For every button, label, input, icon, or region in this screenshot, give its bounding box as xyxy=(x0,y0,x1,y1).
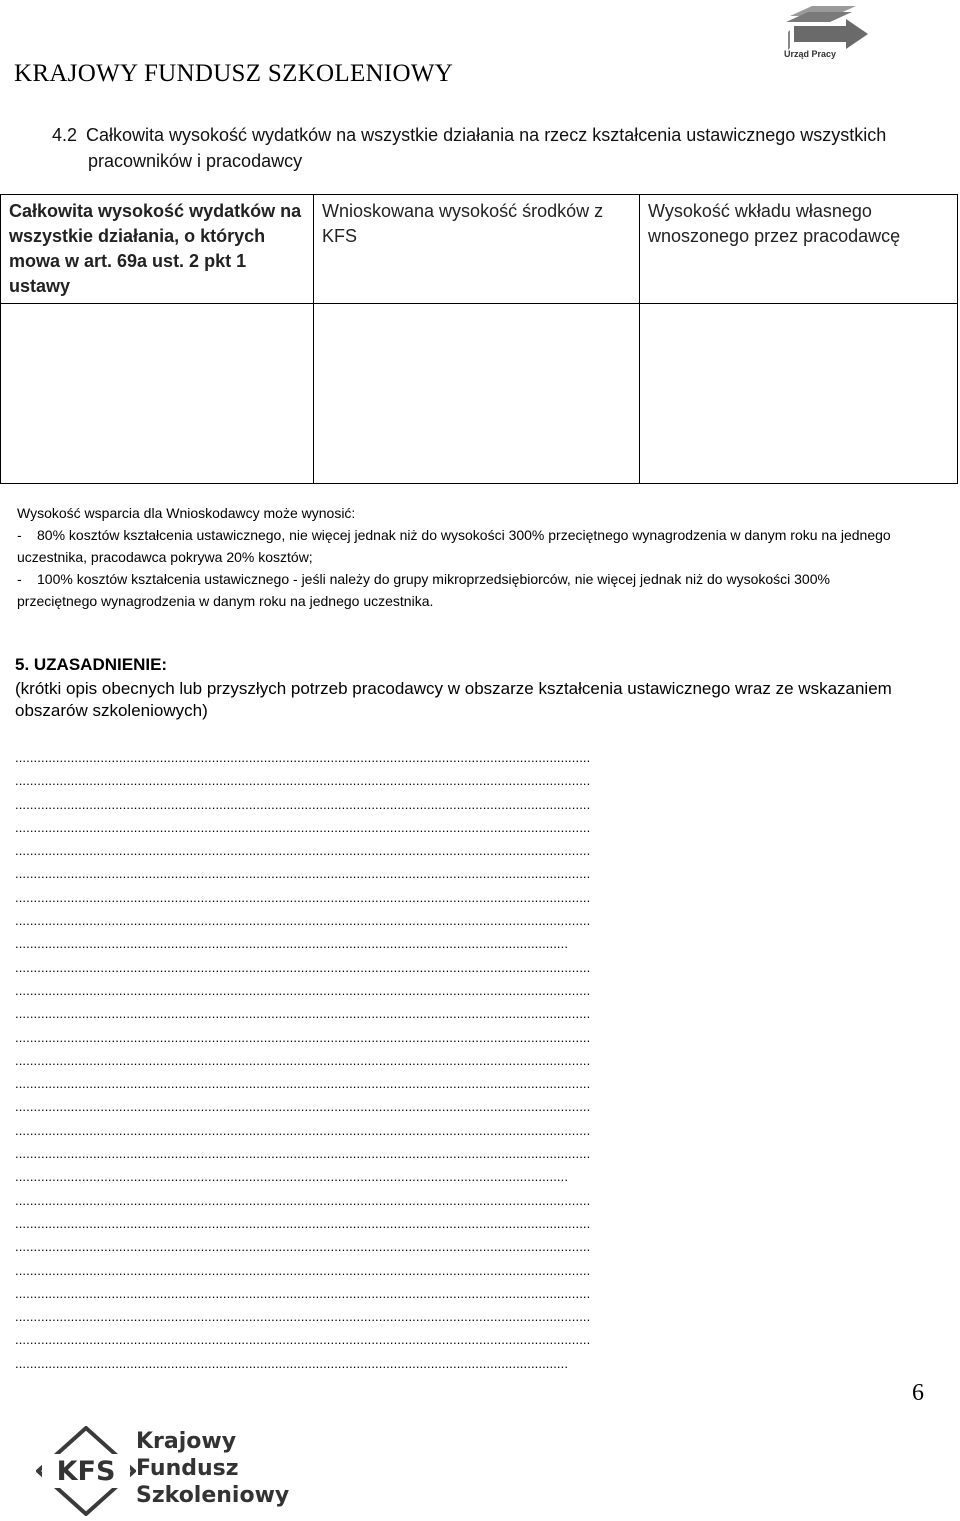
dotted-line[interactable]: ........................................................................................................................................................... xyxy=(15,959,591,975)
dotted-line[interactable]: ........................................................................................................................................................... xyxy=(15,1192,591,1208)
dotted-line[interactable]: ........................................................................................................................................................... xyxy=(15,1262,591,1278)
section-number: 4.2 xyxy=(52,125,78,145)
dotted-line[interactable]: ........................................................................................................................................................... xyxy=(15,1309,591,1325)
bullet-dash: - xyxy=(17,571,22,587)
dotted-line[interactable]: ........................................................................................................................................................... xyxy=(15,1099,591,1115)
dotted-line[interactable]: ........................................................................................................................................................... xyxy=(15,1076,591,1092)
section-4-2-heading xyxy=(52,122,932,174)
kfs-logo xyxy=(36,1426,316,1516)
support-item xyxy=(17,524,897,568)
dotted-line[interactable]: ........................................................................................................................................................... xyxy=(15,866,591,882)
page-number: 6 xyxy=(912,1380,924,1406)
requested-amount-cell[interactable] xyxy=(314,304,640,484)
support-info xyxy=(17,502,897,612)
kfs-logo-abbr: KFS xyxy=(56,1456,116,1487)
column-header-requested: Wnioskowana wysokość środków z KFS xyxy=(314,195,640,304)
dotted-line[interactable]: ........................................................................................................................................................... xyxy=(15,1239,591,1255)
dotted-line[interactable]: ........................................................................................................................................................... xyxy=(15,819,591,835)
dotted-line[interactable]: ........................................................................................................................................................... xyxy=(15,1052,591,1068)
section-text-line1: Całkowita wysokość wydatków na wszystkie działania na rzecz kształcenia ustawicznego wszystkich xyxy=(86,125,887,145)
bullet-dash: - xyxy=(17,527,22,543)
costs-table xyxy=(0,194,958,484)
dotted-line[interactable]: ........................................................................................................................................................... xyxy=(15,889,591,905)
support-item xyxy=(17,568,897,612)
support-intro: Wysokość wsparcia dla Wnioskodawcy może wynosić: xyxy=(17,505,356,521)
justification-lines[interactable] xyxy=(15,746,940,1375)
support-item-text: 80% kosztów kształcenia ustawicznego, nie więcej jednak niż do wysokości 300% przeciętnego wynagrodzenia w danym roku na jednego uczestnika, pracodawca pokrywa 20% kosztów; xyxy=(17,527,891,565)
section-5-description: (krótki opis obecnych lub przyszłych potrzeb pracodawcy w obszarze kształcenia ustawicznego wraz ze wskazaniem obszarów szkoleniowych) xyxy=(15,679,892,720)
dotted-line[interactable]: ........................................................................................................................................................... xyxy=(15,1332,591,1348)
support-item-text: 100% kosztów kształcenia ustawicznego - jeśli należy do grupy mikroprzedsiębiorców, nie więcej jednak niż do wysokości 300% przeciętnego wynagrodzenia w danym roku na jednego uczestnika. xyxy=(17,571,830,609)
total-amount-cell[interactable] xyxy=(1,304,314,484)
dotted-line[interactable]: ........................................................................................................................................................... xyxy=(15,1215,591,1231)
kfs-logo-line2: Fundusz xyxy=(136,1456,239,1481)
dotted-line[interactable]: ........................................................................................................................................................... xyxy=(15,1285,591,1301)
kfs-logo-line3: Szkoleniowy xyxy=(136,1483,290,1508)
dotted-line[interactable]: ..................................................................................................................................................... xyxy=(15,936,569,952)
kfs-logo-line1: Krajowy xyxy=(136,1429,237,1454)
dotted-line[interactable]: ..................................................................................................................................................... xyxy=(15,1169,569,1185)
dotted-line[interactable]: ........................................................................................................................................................... xyxy=(15,773,591,789)
dotted-line[interactable]: ........................................................................................................................................................... xyxy=(15,982,591,998)
own-contribution-cell[interactable] xyxy=(640,304,958,484)
dotted-line[interactable]: ........................................................................................................................................................... xyxy=(15,1029,591,1045)
dotted-line[interactable]: ........................................................................................................................................................... xyxy=(15,1006,591,1022)
kfs-logo-mark xyxy=(36,1426,136,1516)
dotted-line[interactable]: ..................................................................................................................................................... xyxy=(15,1355,569,1371)
dotted-line[interactable]: ........................................................................................................................................................... xyxy=(15,1122,591,1138)
dotted-line[interactable]: ........................................................................................................................................................... xyxy=(15,1146,591,1162)
dotted-line[interactable]: ........................................................................................................................................................... xyxy=(15,843,591,859)
document-title: KRAJOWY FUNDUSZ SZKOLENIOWY xyxy=(14,60,454,87)
dotted-line[interactable]: ........................................................................................................................................................... xyxy=(15,750,591,765)
urzad-pracy-logo-text: Urząd Pracy xyxy=(784,49,837,59)
dotted-line[interactable]: ........................................................................................................................................................... xyxy=(15,796,591,812)
section-5-title: 5. UZASADNIENIE: xyxy=(15,655,168,674)
dotted-line[interactable]: ........................................................................................................................................................... xyxy=(15,913,591,929)
column-header-total: Całkowita wysokość wydatków na wszystkie działania, o których mowa w art. 69a ust. 2 pkt 1 ustawy xyxy=(1,195,314,304)
section-text-line2: pracowników i pracodawcy xyxy=(88,151,303,171)
column-header-own-contribution: Wysokość wkładu własnego wnoszonego przez pracodawcę xyxy=(640,195,958,304)
urzad-pracy-logo xyxy=(776,2,872,60)
